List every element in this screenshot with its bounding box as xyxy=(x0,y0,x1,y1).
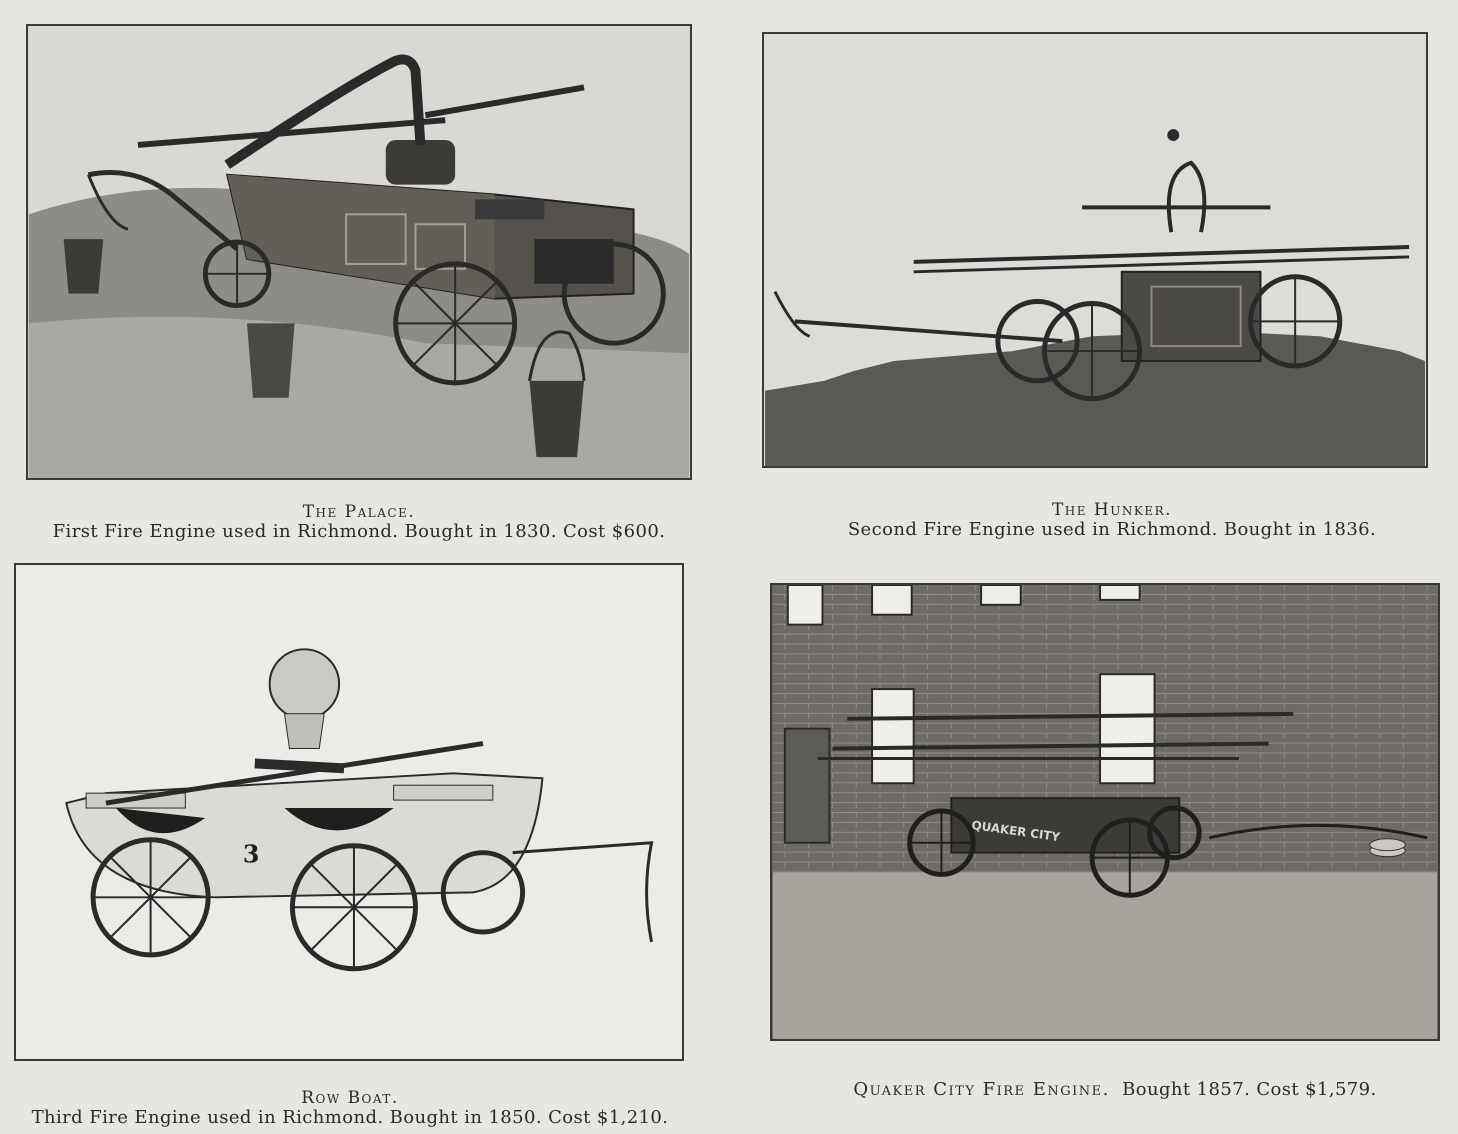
row-boat-engine-illustration xyxy=(16,565,682,1059)
photo-quaker-city xyxy=(770,583,1440,1041)
photo-the-hunker xyxy=(762,32,1428,468)
caption-quaker-city xyxy=(770,1080,1458,1100)
plate-description-line xyxy=(770,1080,1458,1100)
plate-title: The Hunker. xyxy=(1051,500,1173,520)
caption-the-palace xyxy=(26,502,692,542)
plate-description: Third Fire Engine used in Richmond. Bought in 1850. Cost $1,210. xyxy=(31,1107,669,1128)
plate-description: Second Fire Engine used in Richmond. Bought in 1836. xyxy=(847,519,1377,540)
caption-row-boat xyxy=(0,1088,700,1128)
photo-the-palace xyxy=(26,24,692,480)
quaker-city-sign: QUAKER CITY xyxy=(970,817,1061,845)
plate-title: Quaker City Fire Engine. xyxy=(853,1079,1110,1100)
engine-number: 3 xyxy=(242,840,260,869)
plate-description: Bought 1857. Cost $1,579. xyxy=(1122,1079,1377,1100)
palace-engine-illustration xyxy=(28,26,690,478)
plate-description: First Fire Engine used in Richmond. Bought in 1830. Cost $600. xyxy=(52,521,666,542)
quaker-city-engine-photo xyxy=(772,585,1438,1039)
plate-title: Row Boat. xyxy=(301,1088,399,1108)
hunker-engine-illustration xyxy=(764,34,1426,466)
caption-the-hunker xyxy=(762,500,1458,540)
plate-title: The Palace. xyxy=(302,502,416,522)
photo-row-boat xyxy=(14,563,684,1061)
